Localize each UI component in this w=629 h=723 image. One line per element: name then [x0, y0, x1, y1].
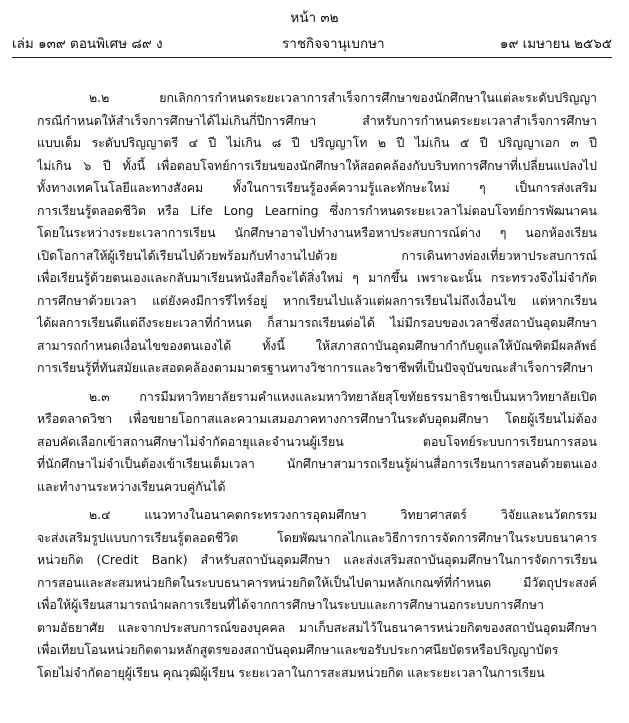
text-line: กรณีกำหนดให้สำเร็จการศึกษาได้ไม่เกินกี่ปีการศึกษา สำหรับการกำหนดระยะเวลาสำเร็จการศึกษา: [37, 112, 597, 128]
gazette-header: [12, 35, 612, 53]
text-line: แบบเต็ม ระดับปริญญาตรี ๔ ปี ไม่เกิน ๘ ปี ปริญญาโท ๒ ปี ไม่เกิน ๕ ปี ปริญญาเอก ๓ ปี: [37, 135, 597, 150]
text-line: ๒.๒ ยกเลิกการกำหนดระยะเวลาการสำเร็จการศึกษาของนักศึกษาในแต่ละระดับปริญญา: [89, 90, 597, 105]
text-line: ที่นักศึกษาไม่จำเป็นต้องเข้าเรียนเต็มเวลา นักศึกษาสามารถเรียนรู้ผ่านสื่อการเรียนการสอนด้วยตนเอง: [37, 456, 597, 471]
text-line: ไม่เกิน ๖ ปี ทั้งนี้ เพื่อตอบโจทย์การเรียนของนักศึกษาให้สอดคล้องกับบริบทการศึกษาที่เปลี่ยนแปลงไป: [37, 157, 597, 173]
text-line: ทั้งทางเทคโนโลยีและทางสังคม ทั้งในการเรียนรู้องค์ความรู้และทักษะใหม่ ๆ เป็นการส่งเสริม: [37, 180, 597, 195]
text-line: เพื่อเทียบโอนหน่วยกิตตามหลักสูตรของสถาบันอุดมศึกษาและขอรับประกาศนียบัตรหรือปริญญาบัตร: [37, 642, 559, 657]
text-line: เปิดโอกาสให้ผู้เรียนได้เรียนไปด้วยพร้อมกับทำงานไปด้วย การเดินทางท่องเที่ยวหาประสบการณ์: [37, 247, 597, 263]
paragraph-2-2: [37, 87, 597, 380]
text-line: การเรียนรู้ที่ทันสมัยและสอดคล้องตามมาตรฐานทางวิชาการและวิชาชีพที่เป็นปัจจุบันขณะสำเร็จการศึกษา: [37, 360, 594, 375]
text-line: การสอนและสะสมหน่วยกิตในระบบธนาคารหน่วยกิตให้เป็นไปตามหลักเกณฑ์ที่กำหนด มีวัตถุประสงค์: [37, 574, 597, 590]
document-body: [37, 87, 597, 690]
text-line: เพื่อเรียนรู้ด้วยตนเองและกลับมาเรียนหนังสือก็จะได้สิ่งใหม่ ๆ มากขึ้น เพราะฉะนั้น กระทรวงจึงไม่จำกัด: [37, 270, 597, 285]
text-line: หน่วยกิต (Credit Bank) สำหรับสถาบันอุดมศึกษา และส่งเสริมสถาบันอุดมศึกษาในการจัดการเรียน: [37, 552, 597, 567]
text-line: เพื่อให้ผู้เรียนสามารถนำผลการเรียนที่ได้จากการศึกษาในระบบและการศึกษานอกระบบการศึกษา: [37, 597, 544, 612]
text-line: ได้ผลการเรียนดีแต่ถึงระยะเวลาที่กำหนด ก็สามารถเรียนต่อได้ ไม่มีกรอบของเวลาซึ่งสถาบันอุดมศึกษา: [37, 315, 597, 330]
header-divider: [12, 57, 612, 58]
text-line: โดยในระหว่างระยะเวลาการเรียน นักศึกษาอาจไปทำงานหรือหาประสบการณ์ต่าง ๆ นอกห้องเรียน: [37, 225, 597, 240]
text-line: หรือตลาดวิชา เพื่อขยายโอกาสและความเสมอภาคทางการศึกษาในระดับอุดมศึกษา โดยผู้เรียนไม่ต้อง: [37, 411, 597, 426]
text-line: ตามอัธยาศัย และจากประสบการณ์ของบุคคล มาเก็บสะสมไว้ในธนาคารหน่วยกิตของสถาบันอุดมศึกษา: [37, 619, 597, 635]
paragraph-2-3: [37, 386, 597, 499]
text-line: การศึกษาด้วยเวลา แต่ยังคงมีการรีไทร์อยู่ หากเรียนไปแล้วแต่ผลการเรียนไม่ถึงเงื่อนไข แต่หากเรียน: [37, 292, 597, 308]
text-line: สอบคัดเลือกเข้าสถานศึกษาไม่จำกัดอายุและจำนวนผู้เรียน ตอบโจทย์ระบบการเรียนการสอน: [37, 433, 597, 449]
volume-info: เล่ม ๑๓๙ ตอนพิเศษ ๘๙ ง: [12, 36, 163, 52]
text-line: การเรียนรู้ตลอดชีวิต หรือ Life Long Learning ซึ่งการกำหนดระยะเวลาไม่ตอบโจทย์การพัฒนาคน: [37, 202, 597, 218]
publication-name: ราชกิจจานุเบกษา: [282, 36, 385, 52]
paragraph-2-4: [37, 504, 597, 684]
publication-date: ๑๙ เมษายน ๒๕๖๕: [499, 36, 612, 52]
text-line: โดยไม่จำกัดอายุผู้เรียน คุณวุฒิผู้เรียน ระยะเวลาในการสะสมหน่วยกิต และระยะเวลาในการเรียน: [37, 664, 545, 680]
text-line: ๒.๓ การมีมหาวิทยาลัยรามคำแหงและมหาวิทยาลัยสุโขทัยธรรมาธิราชเป็นมหาวิทยาลัยเปิด: [89, 388, 597, 404]
text-line: ๒.๔ แนวทางในอนาคตกระทรวงการอุดมศึกษา วิทยาศาสตร์ วิจัยและนวัตกรรม: [89, 507, 597, 522]
text-line: จะส่งเสริมรูปแบบการเรียนรู้ตลอดชีวิต โดยพัฒนากลไกและวิธีการการจัดการศึกษาในระบบธนาคาร: [37, 529, 597, 545]
text-line: และทำงานระหว่างเรียนควบคู่กันได้: [37, 478, 226, 494]
text-line: สามารถกำหนดเงื่อนไขของตนเองได้ ทั้งนี้ ให้สภาสถาบันอุดมศึกษากำกับดูแลให้บัณฑิตมีผลลัพธ์: [37, 337, 597, 353]
page-number: หน้า ๓๒: [290, 10, 339, 26]
